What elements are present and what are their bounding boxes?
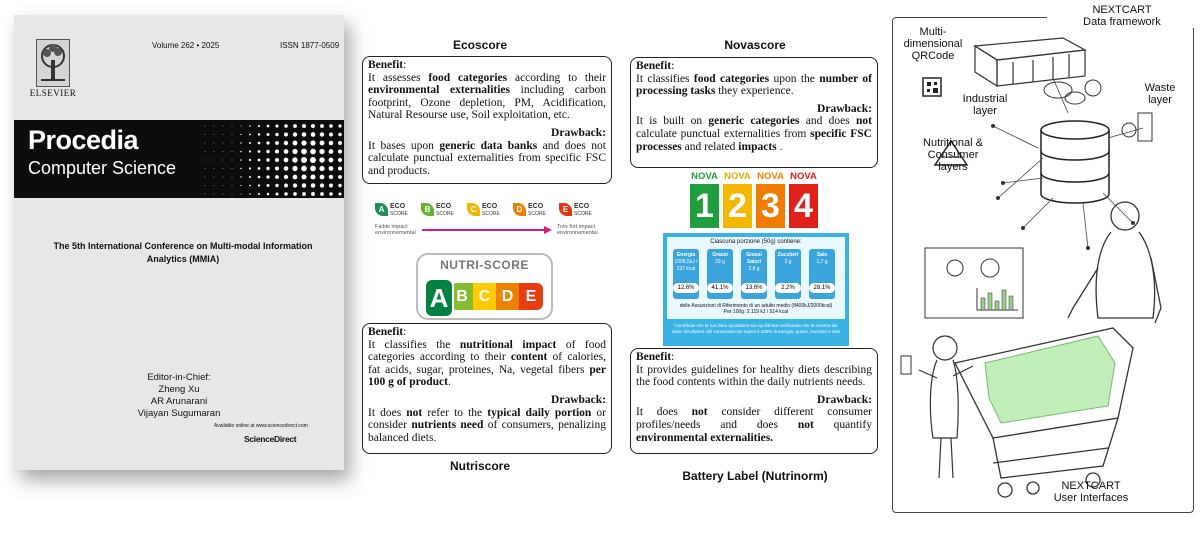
novascore-box: Benefit: It classifies food categories upon the number of processing tasks they experience. Drawback: It is built on generic categories and does not calculate punctual externalities from specific FSC processes and related impacts . [630,57,878,168]
nextcart-panel [892,4,1194,513]
battery-title: Battery Label (Nutrinorm) [682,469,828,483]
industrial-layer-label: Industrial layer [962,93,1008,117]
eco-score-b: B ECO SCORE [421,203,466,219]
editor-list: Editor-in-Chief: Zheng Xu AR Arunarani Vijayan Sugumaran [137,372,221,419]
eco-high-label: Très fort impact environnemental [557,224,598,236]
volume-info: Volume 262 • 2025 [152,41,220,50]
battery-cell-saturi: Grassi Saturi 2,8 g [741,249,767,299]
user-interfaces-label: NEXTCART User Interfaces [1053,480,1129,504]
journal-subtitle: Computer Science [28,158,177,178]
nutri-score-logo: NUTRI-SCORE A B C D E [416,253,553,320]
nutriscore-title: Nutriscore [449,459,511,473]
ecoscore-title: Ecoscore [452,38,508,52]
eco-arrow [422,226,552,234]
battery-cell-zuccheri: Zuccheri 2 g [775,249,801,299]
nova-group-3: NOVA 3 [756,171,785,228]
sciencedirect-brand: ScienceDirect [244,434,297,444]
waste-layer-label: Waste layer [1144,82,1176,106]
eco-score-e: E ECO SCORE [559,203,604,219]
battery-box: Benefit: It provides guidelines for healthy diets describing the food contents within the daily nutrients needs. Drawback: It does not consider different consumer profiles/needs and does not quantify environmental externalities. [630,348,878,454]
battery-cell-sale: Sale 1,7 g [809,249,835,299]
eco-score-a: A ECO SCORE [375,203,420,219]
dot-pattern-graphic [199,120,344,198]
battery-cell-grassi: Grassi 29 g [707,249,733,299]
nova-group-2: NOVA 2 [723,171,752,228]
conference-title: The 5th International Conference on Multi-modal Information Analytics (MMIA) [53,241,313,264]
nutri-b: B [451,283,473,310]
ecoscore-box: Benefit: It assesses food categories according to their environmental externalities including carbon footprint, Ozone depletion, PM, Acidification, Natural Resourse use, Soil exploitation, etc. Drawback: It bases upon generic data banks and does not calculate punctual externalities from specific FSC and products. [362,56,612,184]
journal-title: Procedia [28,125,139,155]
battery-cell-energia: Energia 1008,5kJ / 237 kcal [673,249,699,299]
nutri-e: E [519,283,543,310]
nextcart-header: NEXTCART Data framework [1047,4,1197,28]
journal-cover [14,15,344,470]
nutri-a: A [424,278,454,318]
elsevier-tree-logo [36,39,70,87]
nutri-d: D [496,283,519,310]
novascore-title: Novascore [724,38,786,52]
eco-score-c: C ECO SCORE [467,203,512,219]
nova-group-1: NOVA 1 [690,171,719,228]
nutri-c: C [473,283,496,310]
eco-low-label: Faible impact environnemental [375,224,416,236]
availability-note: Available online at www.sciencedirect.com [214,423,308,429]
battery-label-image: Ciascuna porzione (50g) contiene: Energia 1008,5kJ / 237 kcal 12,6% Grassi 29 g 41,1% Grassi Saturi 2,8 g 13,6% Zuccheri 2 g 2,2% Sale 1,7 g 28,1% delle Assunzioni di Riferimento di un adulto medio (8400kJ/2000kcal) Per 100g: 2.119 kJ / 514 kcal Contribute che la tua dieta quotidiana sia equilibrata verificando che la somma dei valori dei diversi cibi consumati non superi il 100% di energia, grassi, zuccheri e sale [663,233,849,346]
qrcode-label: Multi- dimensional QRCode [903,26,963,62]
eco-score-d: D ECO SCORE [513,203,558,219]
nova-group-4: NOVA 4 [789,171,818,228]
publisher-name: ELSEVIER [29,88,77,98]
issn-number: ISSN 1877-0509 [280,41,340,50]
nutriscore-box: Benefit: It classifies the nutritional impact of food categories according to their content of calories, fat acids, sugar, proteines, Na, vegetal fibers per 100 g of product. Drawback: It does not refer to the typical daily portion or consider nutrients need of consumers, penalizing balanced diets. [362,323,612,454]
nutritional-consumer-layers-label: Nutritional & Consumer layers [923,137,983,173]
